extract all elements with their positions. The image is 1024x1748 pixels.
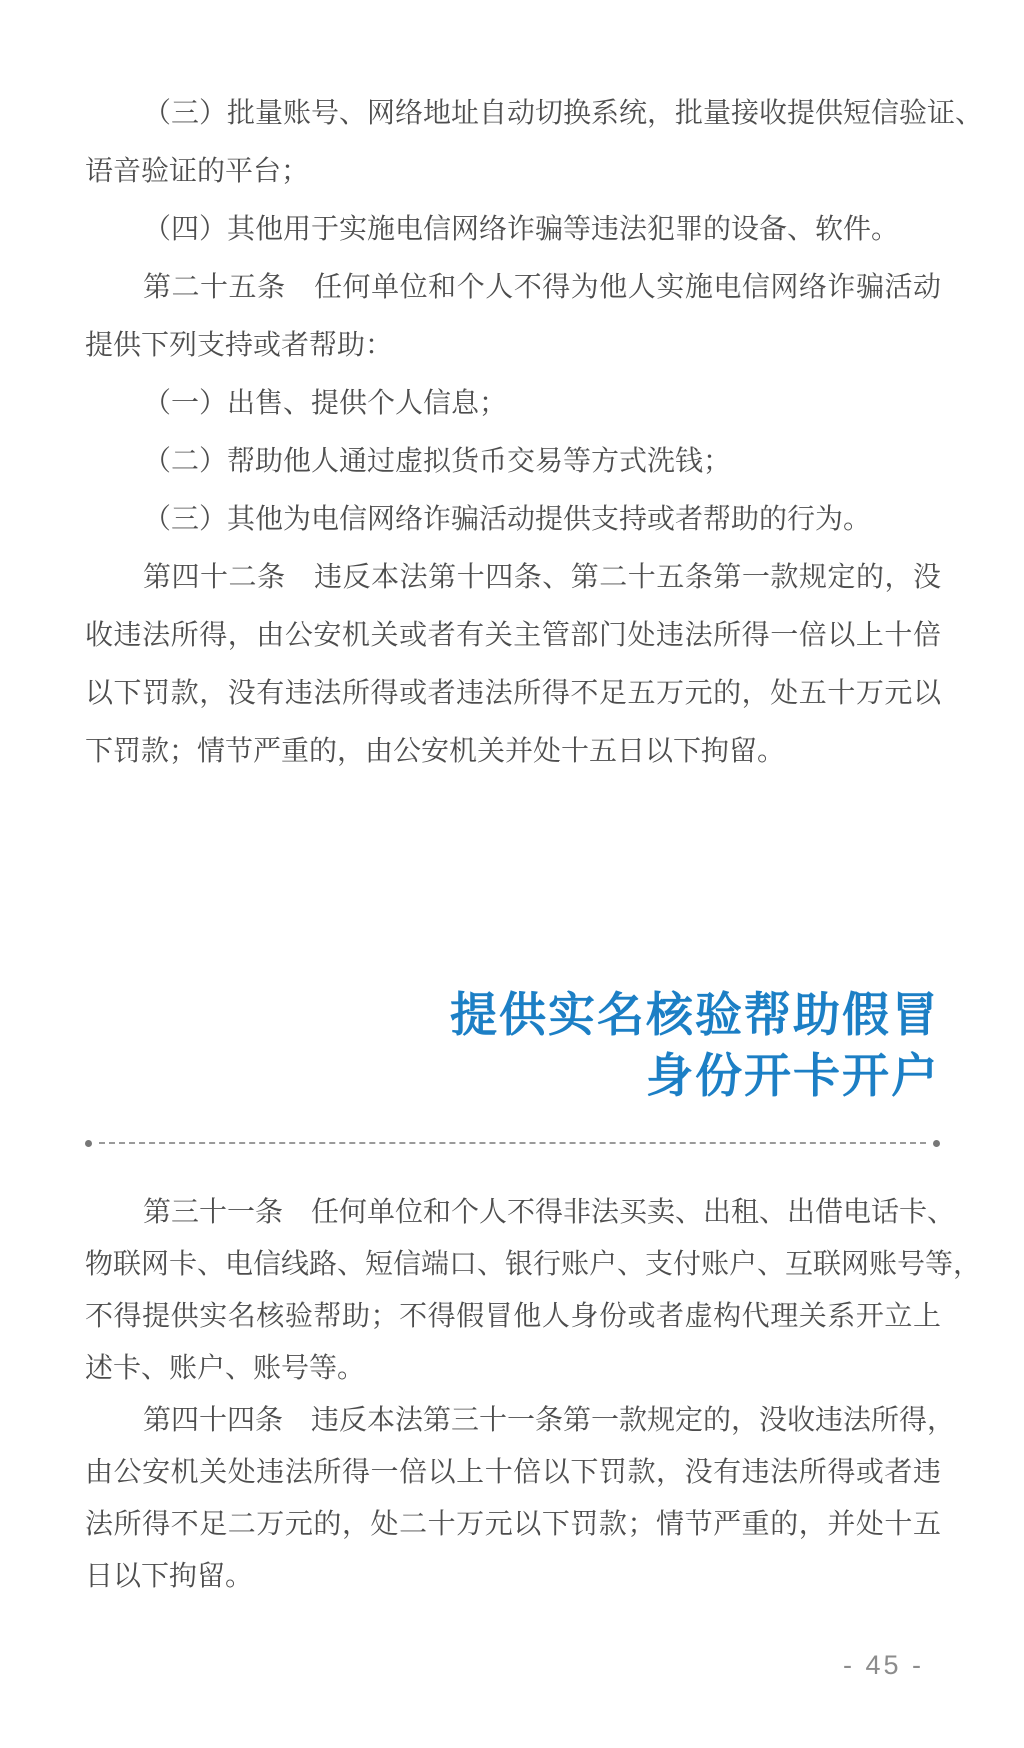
text-line: 第二十五条 任何单位和个人不得为他人实施电信网络诈骗活动 (143, 271, 941, 302)
text-line: 收违法所得，由公安机关或者有关主管部门处违法所得一倍以上十倍 (85, 619, 941, 650)
section-divider (85, 1139, 940, 1147)
page-number: - 45 - (842, 1650, 924, 1680)
text-line: 述卡、账户、账号等。 (85, 1352, 366, 1383)
section-heading-line-2: 身份开卡开户 (646, 1049, 940, 1102)
text-line: （一）出售、提供个人信息； (143, 387, 508, 418)
divider-endpoint-dot-right (933, 1140, 940, 1147)
text-line: 提供下列支持或者帮助： (85, 329, 394, 360)
text-line: 由公安机关处违法所得一倍以上十倍以下罚款，没有违法所得或者违 (85, 1456, 941, 1487)
text-line: （三）其他为电信网络诈骗活动提供支持或者帮助的行为。 (143, 503, 872, 534)
text-line: 第三十一条 任何单位和个人不得非法买卖、出租、出借电话卡、 (143, 1196, 956, 1227)
text-line: 以下罚款，没有违法所得或者违法所得不足五万元的，处五十万元以 (85, 677, 941, 708)
section-heading (85, 984, 940, 1106)
legal-text-lower-section (85, 1186, 982, 1602)
text-line: 物联网卡、电信线路、短信端口、银行账户、支付账户、互联网账号等， (85, 1248, 982, 1279)
text-line: （二）帮助他人通过虚拟货币交易等方式洗钱； (143, 445, 732, 476)
text-line: 日以下拘留。 (85, 1560, 254, 1591)
text-line: 法所得不足二万元的，处二十万元以下罚款；情节严重的，并处十五 (85, 1508, 941, 1539)
text-line: （三）批量账号、网络地址自动切换系统，批量接收提供短信验证、 (143, 97, 984, 128)
divider-endpoint-dot-left (85, 1140, 92, 1147)
text-line: 语音验证的平台； (85, 155, 310, 186)
text-line: 下罚款；情节严重的，由公安机关并处十五日以下拘留。 (85, 735, 786, 766)
section-heading-line-1: 提供实名核验帮助假冒 (450, 988, 940, 1041)
legal-text-upper-section (85, 84, 984, 780)
text-line: （四）其他用于实施电信网络诈骗等违法犯罪的设备、软件。 (143, 213, 900, 244)
text-line: 第四十四条 违反本法第三十一条第一款规定的，没收违法所得， (143, 1404, 956, 1435)
text-line: 第四十二条 违反本法第十四条、第二十五条第一款规定的，没 (143, 561, 941, 592)
text-line: 不得提供实名核验帮助；不得假冒他人身份或者虚构代理关系开立上 (85, 1300, 941, 1331)
divider-dashed-line (99, 1142, 926, 1144)
